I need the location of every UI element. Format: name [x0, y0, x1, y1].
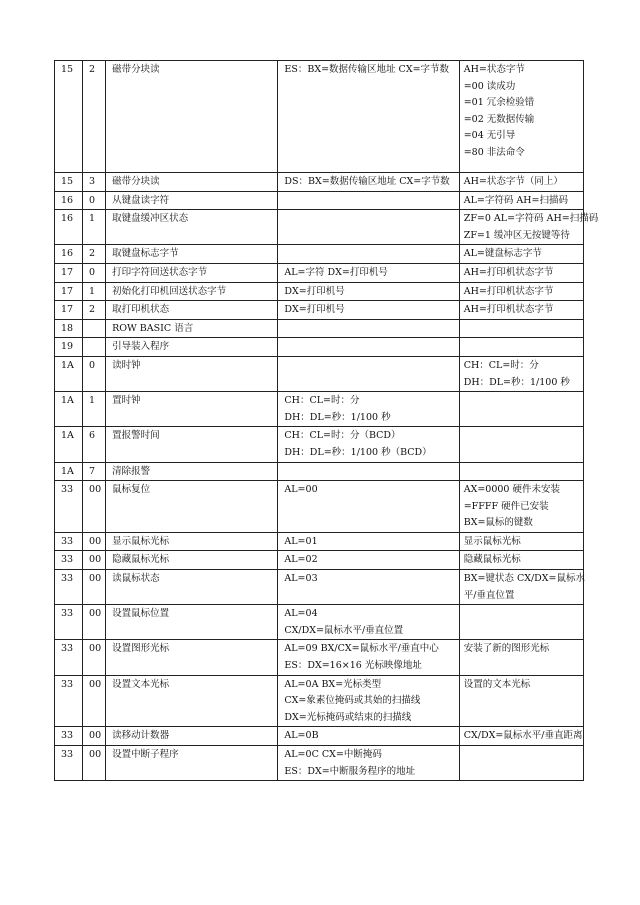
input-params-cell [278, 210, 459, 245]
table-row [55, 481, 584, 533]
table-row [55, 570, 584, 605]
input-param-line: CX/DX=鼠标水平/垂直位置 [284, 624, 404, 636]
output-param-line: AH=状态字节（同上） [463, 176, 563, 187]
output-param-line: =01 冗余检验错 [463, 97, 535, 109]
input-params-cell [278, 481, 459, 533]
input-params-cell [278, 746, 459, 781]
function-name-cell: 设置文本光标 [106, 675, 278, 727]
function-number-cell: 1 [83, 392, 106, 427]
output-params-cell [459, 462, 583, 481]
interrupt-number-cell: 15 [55, 173, 83, 192]
output-param-line: 平/垂直位置 [463, 589, 515, 601]
input-param-line: CX=象素位掩码或其始的扫描线 [284, 695, 421, 707]
input-param-line: AL=0B [284, 730, 319, 742]
table-row [55, 392, 584, 427]
table-row [55, 532, 584, 551]
function-number-cell: 2 [83, 61, 106, 173]
input-param-line: AL=0A BX=光标类型 [284, 678, 382, 690]
function-number-cell: 7 [83, 462, 106, 481]
table-row [55, 675, 584, 727]
input-param-line: DH：DL=秒：1/100 秒 [284, 411, 391, 423]
input-params-cell [278, 605, 459, 640]
interrupt-number-cell: 1A [55, 356, 83, 391]
output-params-cell [459, 191, 583, 210]
table-row [55, 746, 584, 781]
function-name-cell: 引导装入程序 [106, 338, 278, 357]
table-row [55, 605, 584, 640]
function-name-cell: 从键盘读字符 [106, 191, 278, 210]
interrupt-number-cell: 33 [55, 746, 83, 781]
input-param-line: AL=03 [284, 573, 318, 585]
output-params-cell [459, 532, 583, 551]
function-number-cell: 00 [83, 551, 106, 570]
function-number-cell: 1 [83, 210, 106, 245]
interrupt-number-cell: 16 [55, 191, 83, 210]
input-params-cell [278, 392, 459, 427]
interrupt-number-cell: 1A [55, 427, 83, 462]
output-params-cell [459, 481, 583, 533]
input-params-cell [278, 427, 459, 462]
table-row [55, 338, 584, 357]
input-params-cell [278, 282, 459, 301]
input-param-line: AL=01 [284, 535, 318, 547]
input-params-cell [278, 727, 459, 746]
input-params-cell [278, 338, 459, 357]
input-param-line: AL=04 [284, 608, 318, 620]
function-number-cell [83, 338, 106, 357]
output-params-cell [459, 301, 583, 320]
function-number-cell: 00 [83, 605, 106, 640]
function-name-cell: 取键盘缓冲区状态 [106, 210, 278, 245]
output-params-cell [459, 427, 583, 462]
output-param-line: 设置的文本光标 [463, 678, 531, 690]
input-params-cell [278, 570, 459, 605]
input-param-line: CH：CL=时：分 [284, 395, 360, 407]
output-params-cell [459, 570, 586, 605]
table-body [55, 61, 599, 781]
output-param-line: 显示鼠标光标 [463, 535, 521, 547]
table-row [55, 282, 584, 301]
interrupt-number-cell: 17 [55, 263, 83, 282]
output-param-line: AL=字符码 AH=扫描码 [463, 194, 568, 206]
function-number-cell: 2 [83, 301, 106, 320]
input-params-cell [278, 640, 459, 675]
table-row [55, 319, 584, 338]
output-param-line: 安装了新的图形光标 [463, 643, 550, 655]
function-number-cell: 00 [83, 481, 106, 533]
output-param-line: AL=键盘标志字节 [463, 248, 542, 260]
interrupt-number-cell: 17 [55, 282, 83, 301]
output-param-line: =00 读成功 [463, 80, 516, 92]
input-params-cell [278, 551, 459, 570]
function-name-cell: 置时钟 [106, 392, 278, 427]
function-number-cell: 6 [83, 427, 106, 462]
function-number-cell: 00 [83, 532, 106, 551]
function-name-cell: 鼠标复位 [106, 481, 278, 533]
input-param-line: CH：CL=时：分（BCD） [284, 430, 401, 442]
output-params-cell [459, 263, 583, 282]
input-param-line: DH：DL=秒：1/100 秒（BCD） [284, 446, 432, 458]
input-param-line: DX=打印机号 [284, 285, 345, 297]
function-number-cell: 0 [83, 263, 106, 282]
function-number-cell: 0 [83, 191, 106, 210]
input-param-line: ES：BX=数据传输区地址 CX=字节数 [284, 64, 450, 75]
output-params-cell [459, 392, 583, 427]
input-params-cell [278, 191, 459, 210]
interrupt-number-cell: 16 [55, 210, 83, 245]
input-params-cell [278, 245, 459, 264]
output-param-line: CH：CL=时：分 [463, 359, 539, 371]
function-name-cell: 取打印机状态 [106, 301, 278, 320]
function-number-cell: 00 [83, 675, 106, 727]
output-param-line: CX/DX=鼠标水平/垂直距离 [463, 730, 583, 742]
input-params-cell [278, 301, 459, 320]
function-number-cell [83, 319, 106, 338]
interrupt-number-cell: 1A [55, 462, 83, 481]
output-param-line: =FFFF 硬件已安装 [463, 500, 549, 512]
output-params-cell [459, 245, 583, 264]
output-params-cell [459, 210, 599, 245]
output-params-cell [459, 640, 583, 675]
interrupt-number-cell: 33 [55, 640, 83, 675]
output-param-line: BX=鼠标的键数 [463, 517, 533, 529]
interrupt-number-cell: 33 [55, 570, 83, 605]
output-params-cell [459, 338, 583, 357]
function-name-cell: 清除报警 [106, 462, 278, 481]
table-row [55, 551, 584, 570]
function-name-cell: 读鼠标状态 [106, 570, 278, 605]
table-row [55, 173, 584, 192]
function-name-cell: 设置中断子程序 [106, 746, 278, 781]
interrupt-number-cell: 33 [55, 727, 83, 746]
function-name-cell: 初始化打印机回送状态字节 [106, 282, 278, 301]
output-param-line: AH=打印机状态字节 [463, 266, 554, 278]
table-row [55, 61, 584, 173]
function-number-cell: 1 [83, 282, 106, 301]
input-params-cell [278, 462, 459, 481]
input-params-cell [278, 675, 459, 727]
output-params-cell [459, 282, 583, 301]
input-param-line: DX=光标掩码或结束的扫描线 [284, 711, 412, 723]
table-row [55, 301, 584, 320]
interrupt-number-cell: 19 [55, 338, 83, 357]
table-row [55, 640, 584, 675]
interrupt-number-cell: 33 [55, 675, 83, 727]
function-name-cell: 隐藏鼠标光标 [106, 551, 278, 570]
output-params-cell [459, 319, 583, 338]
output-params-cell [459, 727, 583, 746]
interrupt-number-cell: 33 [55, 532, 83, 551]
output-param-line: =80 非法命令 [463, 146, 525, 158]
input-params-cell [278, 532, 459, 551]
interrupt-number-cell: 33 [55, 605, 83, 640]
input-param-line: DX=打印机号 [284, 304, 345, 316]
table-row [55, 462, 584, 481]
input-param-line: ES：DX=16×16 光标映像地址 [284, 660, 422, 672]
input-param-line: AL=00 [284, 484, 318, 496]
interrupt-number-cell: 16 [55, 245, 83, 264]
table-row [55, 727, 584, 746]
function-name-cell: 磁带分块读 [106, 61, 278, 173]
function-name-cell: 读移动计数器 [106, 727, 278, 746]
function-name-cell: ROW BASIC 语言 [106, 319, 278, 338]
interrupt-number-cell: 18 [55, 319, 83, 338]
function-number-cell: 0 [83, 356, 106, 391]
output-param-line: ZF=0 AL=字符码 AH=扫描码 [463, 213, 599, 225]
interrupt-number-cell: 17 [55, 301, 83, 320]
output-param-line: =04 无引导 [463, 130, 516, 142]
table-row [55, 210, 584, 245]
output-params-cell [459, 675, 583, 727]
output-params-cell [459, 746, 583, 781]
function-number-cell: 00 [83, 570, 106, 605]
table-row [55, 191, 584, 210]
output-param-line: AH=打印机状态字节 [463, 304, 554, 316]
function-name-cell: 读时钟 [106, 356, 278, 391]
input-params-cell [278, 173, 459, 192]
table-row [55, 427, 584, 462]
output-param-line: AX=0000 硬件未安装 [463, 484, 560, 496]
input-param-line: DS：BX=数据传输区地址 CX=字节数 [284, 176, 450, 187]
function-number-cell: 00 [83, 727, 106, 746]
input-params-cell [278, 61, 459, 173]
interrupt-number-cell: 33 [55, 551, 83, 570]
output-param-line: 隐藏鼠标光标 [463, 554, 521, 566]
input-param-line: ES：DX=中断服务程序的地址 [284, 765, 416, 777]
function-name-cell: 取键盘标志字节 [106, 245, 278, 264]
input-param-line: AL=09 BX/CX=鼠标水平/垂直中心 [284, 643, 439, 655]
bios-interrupt-table [54, 60, 599, 781]
output-param-line: BX=键状态 CX/DX=鼠标水 [463, 573, 586, 585]
function-number-cell: 2 [83, 245, 106, 264]
input-params-cell [278, 263, 459, 282]
function-number-cell: 00 [83, 746, 106, 781]
function-number-cell: 00 [83, 640, 106, 675]
function-name-cell: 设置图形光标 [106, 640, 278, 675]
output-params-cell [459, 605, 583, 640]
interrupt-number-cell: 15 [55, 61, 83, 173]
interrupt-number-cell: 1A [55, 392, 83, 427]
function-name-cell: 显示鼠标光标 [106, 532, 278, 551]
function-name-cell: 设置鼠标位置 [106, 605, 278, 640]
output-param-line: =02 无数据传输 [463, 113, 535, 125]
output-params-cell [459, 61, 583, 173]
function-name-cell: 打印字符回送状态字节 [106, 263, 278, 282]
table-row [55, 356, 584, 391]
output-params-cell [459, 551, 583, 570]
output-params-cell [459, 173, 583, 192]
input-params-cell [278, 356, 459, 391]
interrupt-number-cell: 33 [55, 481, 83, 533]
input-param-line: AL=0C CX=中断掩码 [284, 749, 382, 760]
table-row [55, 263, 584, 282]
function-name-cell: 置报警时间 [106, 427, 278, 462]
function-name-cell: 磁带分块读 [106, 173, 278, 192]
input-param-line: AL=字符 DX=打印机号 [284, 266, 388, 278]
function-number-cell: 3 [83, 173, 106, 192]
output-param-line: AH=打印机状态字节 [463, 285, 554, 297]
output-param-line: ZF=1 缓冲区无按键等待 [463, 229, 570, 241]
output-params-cell [459, 356, 583, 391]
output-param-line: DH：DL=秒：1/100 秒 [463, 376, 570, 388]
table-row [55, 245, 584, 264]
input-param-line: AL=02 [284, 554, 318, 566]
input-params-cell [278, 319, 459, 338]
output-param-line: AH=状态字节 [463, 64, 525, 75]
